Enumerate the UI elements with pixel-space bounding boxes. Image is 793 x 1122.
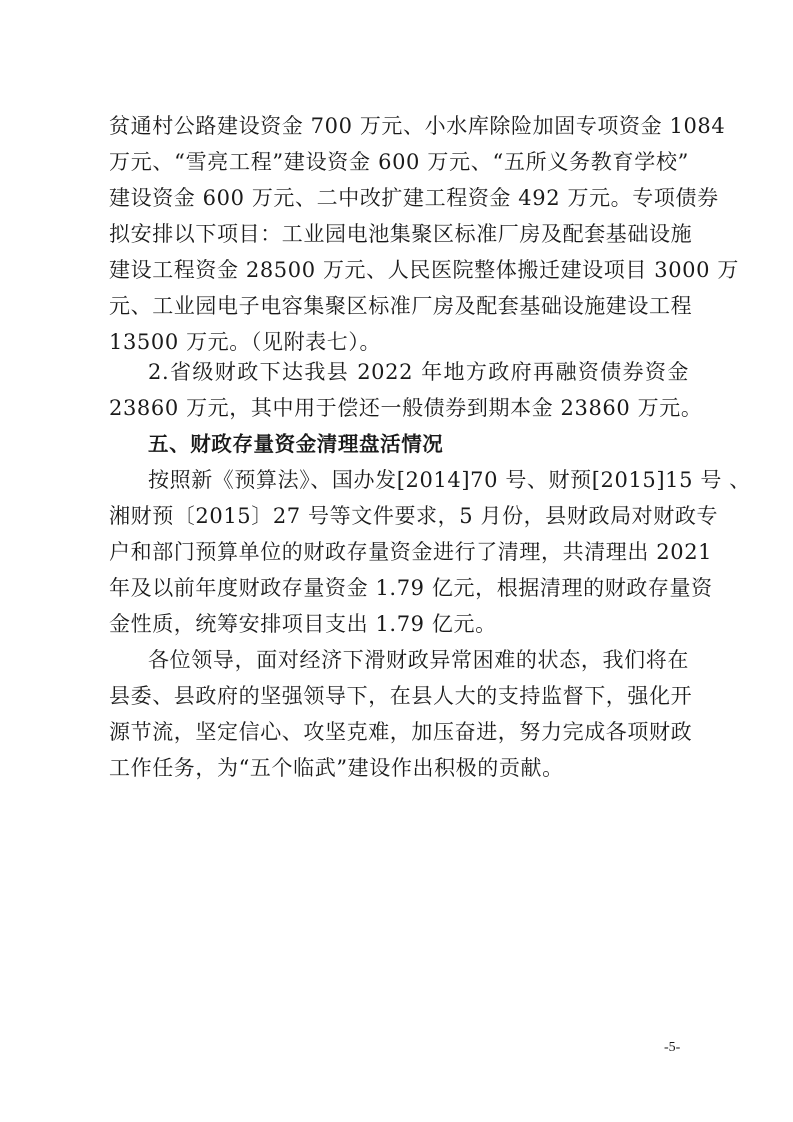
paragraph-line: 13500 万元。（见附表七）。 <box>109 330 382 354</box>
paragraph-line: 金性质，统筹安排项目支出 1.79 亿元。 <box>109 612 497 636</box>
paragraph-line: 按照新《预算法》、国办发[2014]70 号、财预[2015]15 号 、 <box>148 468 751 492</box>
paragraph-line: 工作任务，为“五个临武”建设作出积极的贡献。 <box>109 756 564 780</box>
page-number: -5- <box>664 1040 681 1055</box>
paragraph-line: 各位领导，面对经济下滑财政异常困难的状态，我们将在 <box>148 648 689 672</box>
paragraph-line: 贫通村公路建设资金 700 万元、小水库除险加固专项资金 1084 <box>109 114 726 138</box>
paragraph-line: 县委、县政府的坚强领导下，在县人大的支持监督下，强化开 <box>109 684 693 708</box>
paragraph-line: 23860 万元，其中用于偿还一般债券到期本金 23860 万元。 <box>109 396 703 420</box>
paragraph-line: 元、工业园电子电容集聚区标准厂房及配套基础设施建设工程 <box>109 294 693 318</box>
paragraph-line: 源节流，坚定信心、攻坚克难，加压奋进，努力完成各项财政 <box>109 720 693 744</box>
section-heading: 五、财政存量资金清理盘活情况 <box>148 432 444 456</box>
paragraph-line: 户和部门预算单位的财政存量资金进行了清理，共清理出 2021 <box>109 540 713 564</box>
paragraph-line: 拟安排以下项目：工业园电池集聚区标准厂房及配套基础设施 <box>109 222 693 246</box>
paragraph-line: 建设资金 600 万元、二中改扩建工程资金 492 万元。专项债券 <box>109 186 719 210</box>
paragraph-line: 2.省级财政下达我县 2022 年地方政府再融资债券资金 <box>148 360 689 384</box>
paragraph-line: 建设工程资金 28500 万元、人民医院整体搬迁建设项目 3000 万 <box>109 258 739 282</box>
paragraph-line: 年及以前年度财政存量资金 1.79 亿元，根据清理的财政存量资 <box>109 576 713 600</box>
paragraph-line: 万元、“雪亮工程”建设资金 600 万元、“五所义务教育学校” <box>109 150 689 174</box>
paragraph-line: 湘财预〔2015〕27 号等文件要求，5 月份，县财政局对财政专 <box>109 504 719 528</box>
